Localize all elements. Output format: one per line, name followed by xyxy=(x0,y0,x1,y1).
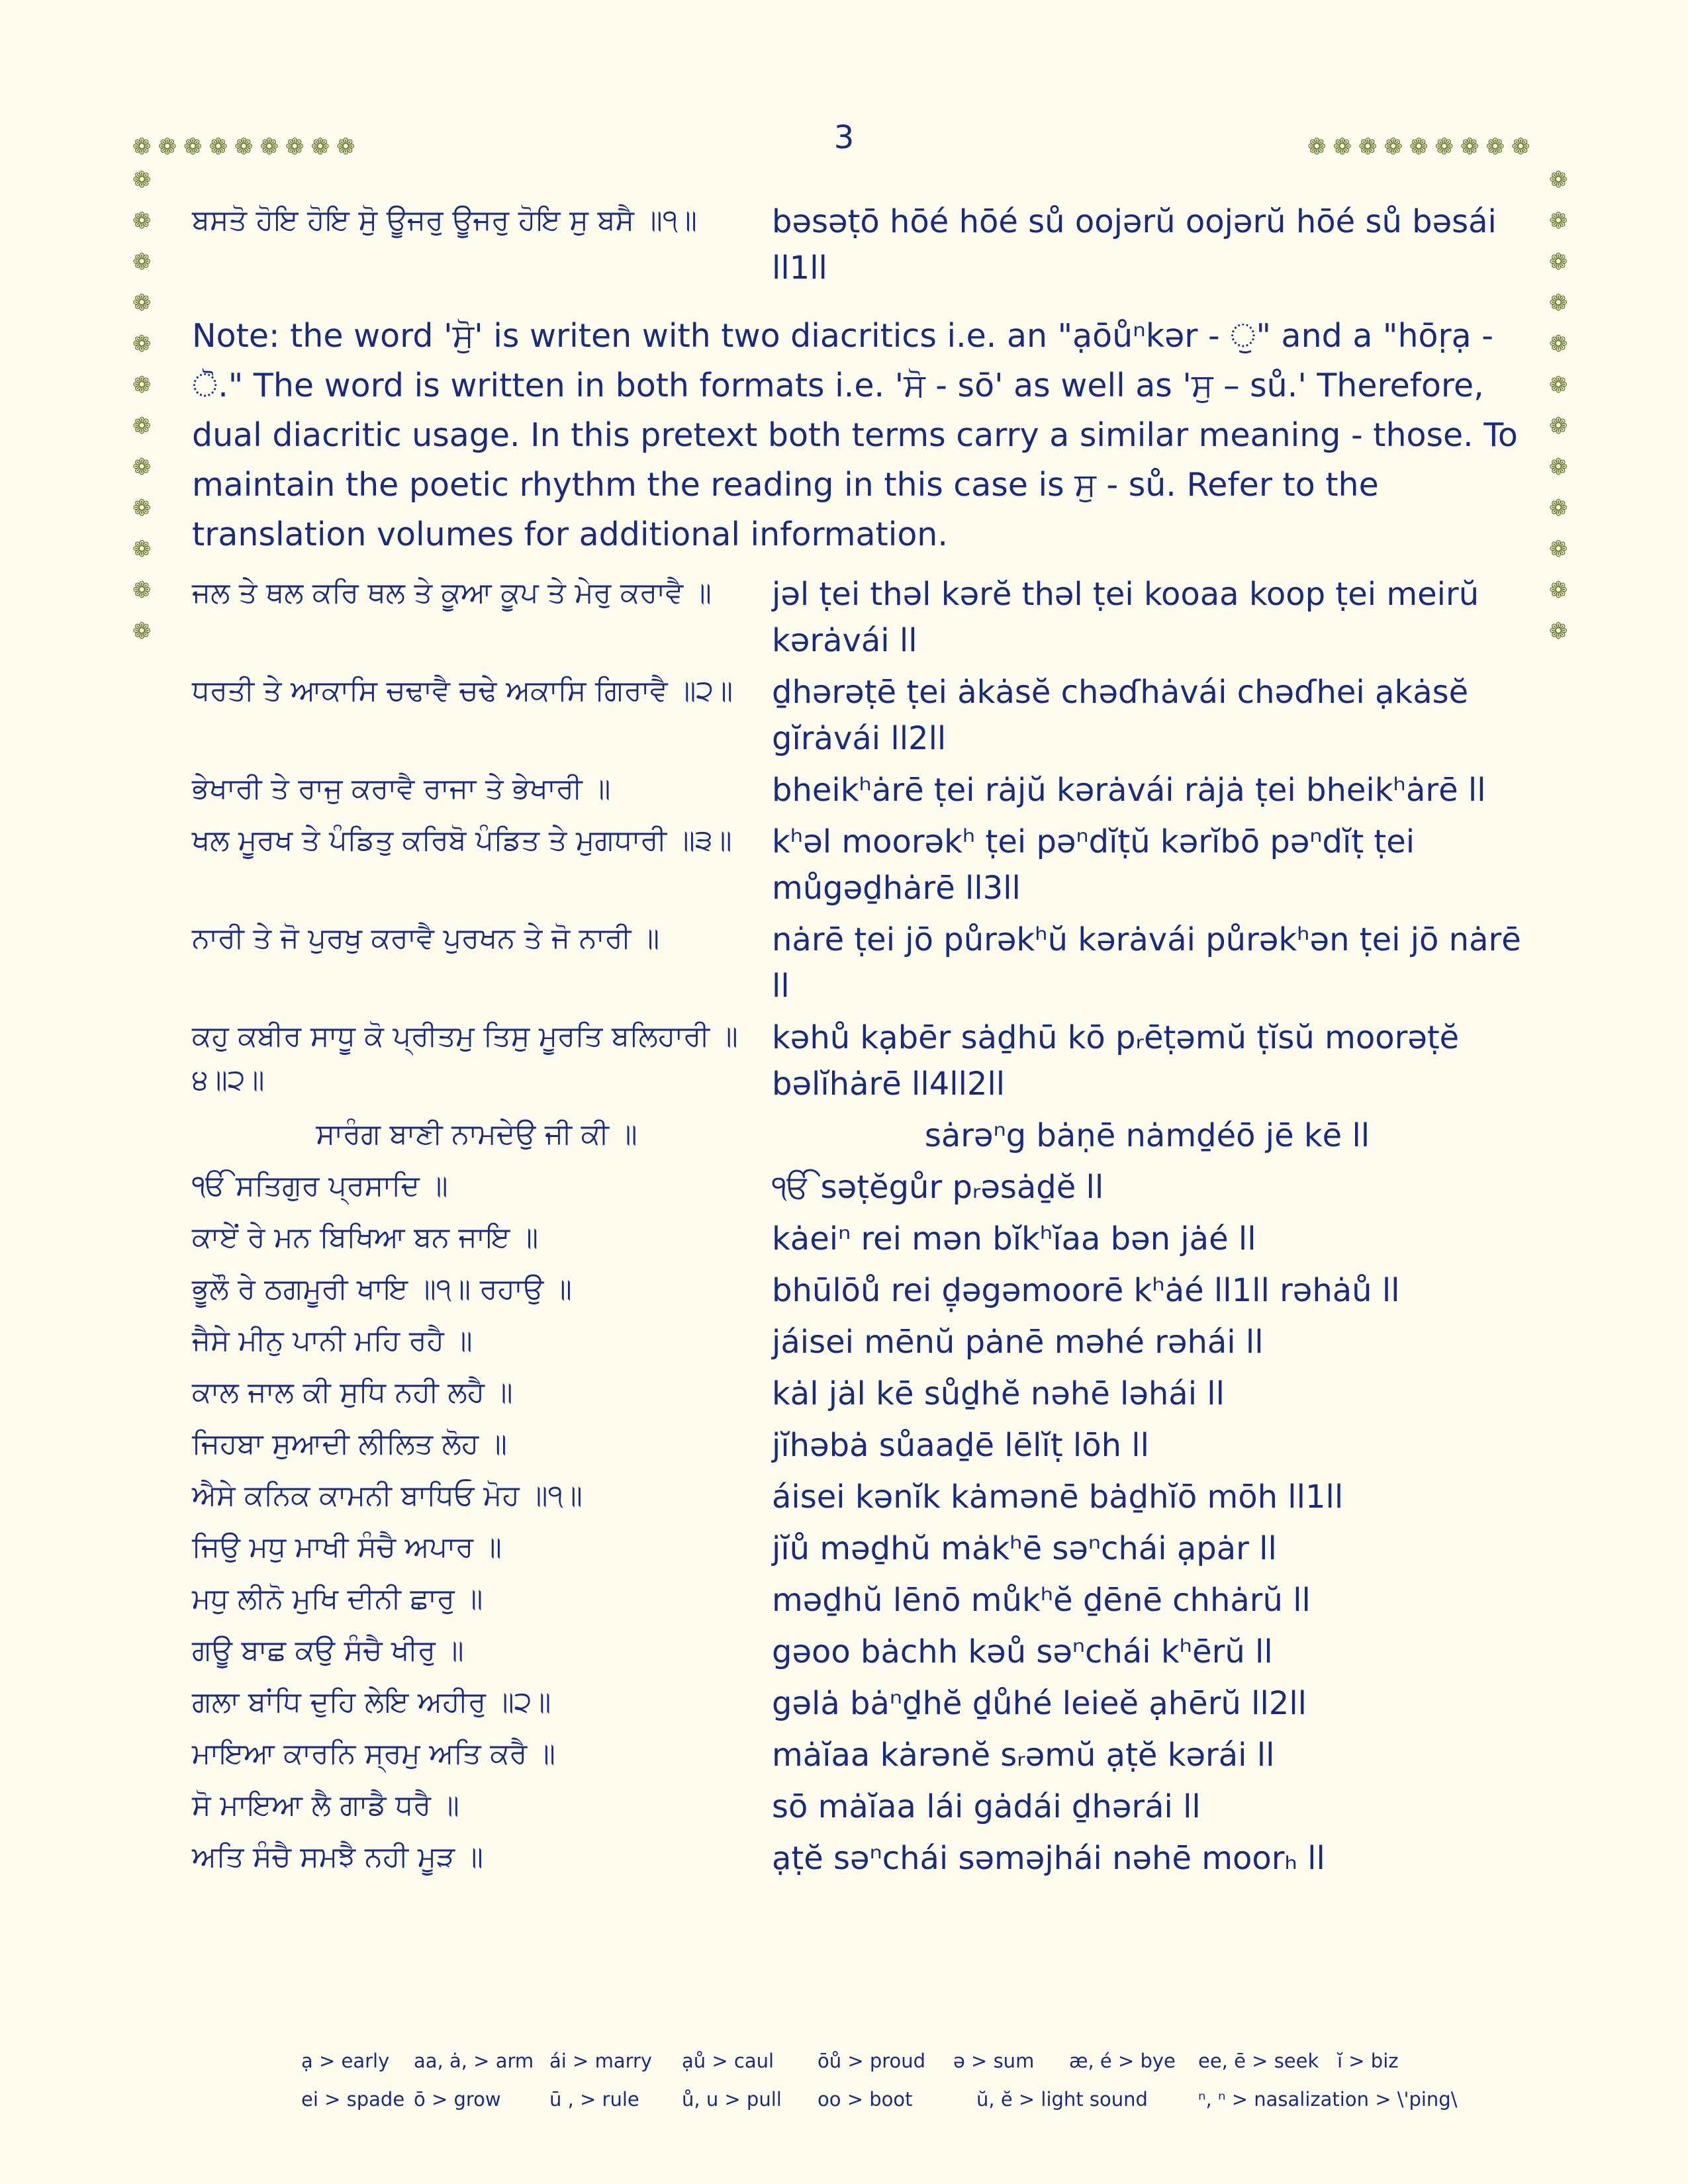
flower-ornament-icon: ❁ xyxy=(132,208,152,234)
verse-row xyxy=(192,819,1523,911)
verse-row xyxy=(192,917,1523,1009)
flower-ornament-icon: ❁ xyxy=(1549,249,1568,275)
flower-ornament-icon: ❁ xyxy=(1333,134,1352,160)
gurmukhi-heading: ਸਾਰੰਗ ਬਾਣੀ ਨਾਮਦੇਉ ਜੀ ਕੀ ॥ xyxy=(316,1118,637,1151)
transliteration-text: áisei kənĭk kȧmənē bȧḏhĭō mōh ll1ll xyxy=(772,1479,1344,1516)
flower-ornament-icon: ❁ xyxy=(1511,134,1530,160)
transliteration-text: jĭhəbȧ sůaaḏē lēlĭṭ lōh ll xyxy=(772,1427,1149,1464)
legend-item: ů, u > pull xyxy=(682,2088,782,2111)
verse-row xyxy=(192,1680,1523,1727)
transliteration-text: bheikʰȧrē ṭei rȧjŭ kərȧvái rȧjȧ ṭei bheikʰȧrē ll xyxy=(772,772,1486,809)
verse-row xyxy=(192,1629,1523,1675)
flower-ornament-icon: ❁ xyxy=(1485,134,1505,160)
gurmukhi-text: ਖਲ ਮੂਰਖ ਤੇ ਪੰਡਿਤੁ ਕਰਿਬੋ ਪੰਡਿਤ ਤੇ ਮੁਗਧਾਰੀ ॥੩॥ xyxy=(192,824,732,857)
gurmukhi-text: ੴ ਸਤਿਗੁਰ ਪ੍ਰਸਾਦਿ ॥ xyxy=(192,1169,448,1203)
transliteration-text: ḏhərəṭē ṭei ȧkȧsĕ chəɗhȧvái chəɗhei ạkȧsĕ gĭrȧvái ll2ll xyxy=(772,674,1469,757)
transliteration-text: ạṭĕ səⁿchái səməjhái nəhē moorₕ ll xyxy=(772,1840,1325,1877)
transliteration-heading: sȧrəⁿg bȧṇē nȧmḏéō jē kē ll xyxy=(924,1117,1370,1154)
gurmukhi-text: ਭੂਲੌ ਰੇ ਠਗਮੂਰੀ ਖਾਇ ॥੧॥ ਰਹਾਉ ॥ xyxy=(192,1273,572,1306)
verse-row xyxy=(192,1216,1523,1262)
transliteration-text: gəoo bȧchh kəů səⁿchái kʰērŭ ll xyxy=(772,1633,1273,1670)
legend-line xyxy=(301,2080,1559,2118)
gurmukhi-text: ਗਊ ਬਾਛ ਕਉ ਸੰਚੈ ਖੀਰੁ ॥ xyxy=(192,1634,464,1667)
flower-ornament-icon: ❁ xyxy=(132,331,152,357)
legend-item: ⁿ, ⁿ > nasalization > \'ping\ xyxy=(1198,2088,1458,2111)
verse-row xyxy=(192,1784,1523,1830)
legend-item: ei > spade xyxy=(301,2088,405,2111)
flower-ornament-icon: ❁ xyxy=(132,495,152,522)
transliteration-text: jĭů məḏhŭ mȧkʰē səⁿchái ạpȧr ll xyxy=(772,1530,1277,1567)
transliteration-text: ੴ səṭĕgůr pᵣəsȧḏĕ ll xyxy=(772,1169,1104,1206)
flower-ornament-icon: ❁ xyxy=(234,134,254,160)
verse-row xyxy=(192,1422,1523,1469)
flower-ornament-icon: ❁ xyxy=(132,618,152,645)
gurmukhi-text: ਕਾਲ ਜਾਲ ਕੀ ਸੁਧਿ ਨਹੀ ਲਹੈ ॥ xyxy=(192,1376,513,1409)
flower-ornament-icon: ❁ xyxy=(1549,331,1568,357)
verse-row xyxy=(192,571,1523,664)
gurmukhi-text: ਭੇਖਾਰੀ ਤੇ ਰਾਜੁ ਕਰਾਵੈ ਰਾਜਾ ਤੇ ਭੇਖਾਰੀ ॥ xyxy=(192,772,611,805)
flower-ornament-icon: ❁ xyxy=(1549,536,1568,563)
flower-ornament-icon: ❁ xyxy=(132,249,152,275)
note-paragraph: Note: the word 'ਸੋੁ' is writen with two diacritics i.e. an "ạōůⁿkər - ੁ" and a "hōṛạ - ੋ." The word is written in both formats i.e. 'ਸੋ - sō' as well as 'ਸੁ – sů.' Therefore, dual diacritic usage. In this pretext both terms carry a similar meaning - those. To maintain the poetic rhythm the reading in this case is ਸੁ - sů. Refer to the translation volumes for additional information. xyxy=(192,317,1518,553)
page-number: 3 xyxy=(833,119,855,156)
gurmukhi-text: ਅਤਿ ਸੰਚੈ ਸਮਝੈ ਨਹੀ ਮੂੜ ॥ xyxy=(192,1841,483,1874)
flower-ornament-icon: ❁ xyxy=(1549,167,1568,193)
flower-ornament-icon: ❁ xyxy=(310,134,330,160)
verse-row xyxy=(192,1319,1523,1365)
flower-ornament-icon: ❁ xyxy=(132,372,152,398)
gurmukhi-text: ਐਸੇ ਕਨਿਕ ਕਾਮਨੀ ਬਾਧਿਓ ਮੋਹ ॥੧॥ xyxy=(192,1479,583,1512)
legend-item: ái > marry xyxy=(549,2050,653,2072)
legend-item: aa, ȧ, > arm xyxy=(414,2050,534,2072)
flower-ornament-icon: ❁ xyxy=(132,290,152,316)
gurmukhi-text: ਜਿਹਬਾ ਸੁਆਦੀ ਲੀਲਿਤ ਲੋਹ ॥ xyxy=(192,1428,507,1461)
flower-ornament-icon: ❁ xyxy=(1549,454,1568,480)
verse-row xyxy=(192,1732,1523,1778)
flower-ornament-icon: ❁ xyxy=(1549,618,1568,645)
flower-ornament-icon: ❁ xyxy=(132,577,152,604)
verse-content xyxy=(192,199,1523,1882)
legend-item: ōů > proud xyxy=(818,2050,926,2072)
verse-row xyxy=(192,1267,1523,1314)
transliteration-text: kȧeiⁿ rei mən bĭkʰĭaa bən jȧé ll xyxy=(772,1220,1256,1257)
legend-item: ạů > caul xyxy=(682,2050,774,2072)
legend-item: ĭ > biz xyxy=(1337,2050,1399,2072)
flower-ornament-icon: ❁ xyxy=(132,413,152,439)
gurmukhi-text: ਜਿਉ ਮਧੁ ਮਾਖੀ ਸੰਚੈ ਅਪਾਰ ॥ xyxy=(192,1531,502,1564)
verse-row xyxy=(192,1577,1523,1623)
flower-ornament-icon: ❁ xyxy=(1307,134,1327,160)
verse-row xyxy=(192,1474,1523,1520)
right-ornament-column xyxy=(1549,169,1568,643)
gurmukhi-text: ਜਲ ਤੇ ਥਲ ਕਰਿ ਥਲ ਤੇ ਕੂਆ ਕੂਪ ਤੇ ਮੇਰੁ ਕਰਾਵੈ ॥ xyxy=(192,576,712,610)
transliteration-text: jáisei mēnŭ pȧnē məhé rəhái ll xyxy=(772,1324,1264,1361)
verse-row xyxy=(192,1015,1523,1107)
flower-ornament-icon: ❁ xyxy=(1460,134,1479,160)
flower-ornament-icon: ❁ xyxy=(132,167,152,193)
flower-ornament-icon: ❁ xyxy=(1549,290,1568,316)
transliteration-text: bəsəṭō hōé hōé sů oojərŭ oojərŭ hōé sů bəsái ll1ll xyxy=(772,203,1497,287)
flower-ornament-icon: ❁ xyxy=(158,134,177,160)
flower-ornament-icon: ❁ xyxy=(1549,372,1568,398)
flower-ornament-icon: ❁ xyxy=(1358,134,1378,160)
section-heading-row xyxy=(192,1113,1523,1159)
verse-row xyxy=(192,767,1523,813)
legend-item: ee, ē > seek xyxy=(1198,2050,1319,2072)
left-ornament-column xyxy=(132,169,152,643)
transliteration-text: bhūlōů rei ḏ̣əgəmoorē kʰȧé ll1ll rəhȧů ll xyxy=(772,1272,1400,1309)
flower-ornament-icon: ❁ xyxy=(1549,495,1568,522)
transliteration-text: sō mȧĭaa lái gȧdái ḏhərái ll xyxy=(772,1788,1201,1825)
gurmukhi-text: ਜੈਸੇ ਮੀਨੁ ਪਾਨੀ ਮਹਿ ਰਹੈ ॥ xyxy=(192,1324,473,1357)
legend-item: æ, é > bye xyxy=(1069,2050,1176,2072)
flower-ornament-icon: ❁ xyxy=(285,134,305,160)
flower-ornament-icon: ❁ xyxy=(1549,208,1568,234)
verse-row xyxy=(192,1164,1523,1210)
flower-ornament-icon: ❁ xyxy=(1409,134,1429,160)
gurmukhi-text: ਗਲਾ ਬਾਂਧਿ ਦੁਹਿ ਲੇਇ ਅਹੀਰੁ ॥੨॥ xyxy=(192,1686,551,1719)
transliteration-text: kȧl jȧl kē sůḏhĕ nəhē ləhái ll xyxy=(772,1375,1225,1412)
transliteration-text: məḏhŭ lēnō můkʰĕ ḏēnē chhȧrŭ ll xyxy=(772,1582,1311,1619)
legend-item: ū , > rule xyxy=(549,2088,639,2111)
gurmukhi-text: ਧਰਤੀ ਤੇ ਆਕਾਸਿ ਚਢਾਵੈ ਚਢੇ ਅਕਾਸਿ ਗਿਰਾਵੈ ॥੨॥ xyxy=(192,674,733,707)
gurmukhi-text: ਮਧੁ ਲੀਨੋ ਮੁਖਿ ਦੀਨੀ ਛਾਰੁ ॥ xyxy=(192,1582,483,1615)
top-left-ornament-row xyxy=(132,136,355,158)
legend-item: ə > sum xyxy=(953,2050,1035,2072)
transliteration-text: kəhů kạbēr sȧḏhū kō pᵣēṭəmŭ ṭĭsŭ moorəṭĕ bəlĭhȧrē ll4ll2ll xyxy=(772,1019,1460,1103)
flower-ornament-icon: ❁ xyxy=(183,134,203,160)
legend-item: oo > boot xyxy=(818,2088,913,2111)
gurmukhi-text: ਨਾਰੀ ਤੇ ਜੋ ਪੁਰਖੁ ਕਰਾਵੈ ਪੁਰਖਨ ਤੇ ਜੋ ਨਾਰੀ ॥ xyxy=(192,922,660,955)
pronunciation-legend xyxy=(301,2042,1559,2118)
flower-ornament-icon: ❁ xyxy=(1434,134,1454,160)
verse-row xyxy=(192,1835,1523,1882)
verse-row xyxy=(192,199,1523,291)
flower-ornament-icon: ❁ xyxy=(132,134,152,160)
gurmukhi-text: ਮਾਇਆ ਕਾਰਨਿ ਸ੍ਰਮੁ ਅਤਿ ਕਰੈ ॥ xyxy=(192,1737,555,1770)
gurmukhi-text: ਬਸਤੋ ਹੋਇ ਹੋਇ ਸੋੁ ਊਜਰੁ ਊਜਰੁ ਹੋਇ ਸੁ ਬਸੈ ॥੧॥ xyxy=(192,204,698,237)
flower-ornament-icon: ❁ xyxy=(1549,413,1568,439)
gurmukhi-text: ਕਾਏਂ ਰੇ ਮਨ ਬਿਖਿਆ ਬਨ ਜਾਇ ॥ xyxy=(192,1221,539,1254)
verse-row xyxy=(192,1371,1523,1417)
legend-item: ŭ, ĕ > light sound xyxy=(976,2088,1148,2111)
flower-ornament-icon: ❁ xyxy=(132,536,152,563)
transliteration-text: nȧrē ṭei jō půrəkʰŭ kərȧvái půrəkʰən ṭei jō nȧrē ll xyxy=(772,921,1521,1005)
flower-ornament-icon: ❁ xyxy=(209,134,228,160)
gurmukhi-text: ਕਹੁ ਕਬੀਰ ਸਾਧੂ ਕੋ ਪ੍ਰੀਤਮੁ ਤਿਸੁ ਮੂਰਤਿ ਬਲਿਹਾਰੀ ॥੪॥੨॥ xyxy=(192,1020,738,1097)
flower-ornament-icon: ❁ xyxy=(1383,134,1403,160)
legend-line xyxy=(301,2042,1559,2080)
gurmukhi-text: ਸੋ ਮਾਇਆ ਲੈ ਗਾਡੈ ਧਰੈ ॥ xyxy=(192,1789,459,1822)
flower-ornament-icon: ❁ xyxy=(132,454,152,480)
legend-item: ạ > early xyxy=(301,2050,390,2072)
verse-row xyxy=(192,669,1523,762)
transliteration-text: mȧĭaa kȧrənĕ sᵣəmŭ ạṭĕ kərái ll xyxy=(772,1737,1275,1774)
top-right-ornament-row xyxy=(1307,136,1530,158)
transliteration-text: kʰəl moorəkʰ ṭei pəⁿdĭṭŭ kərĭbō pəⁿdĭṭ ṭei můgəḏhȧrē ll3ll xyxy=(772,823,1415,907)
flower-ornament-icon: ❁ xyxy=(259,134,279,160)
transliteration-text: jəl ṭei thəl kərĕ thəl ṭei kooaa koop ṭei meirŭ kərȧvái ll xyxy=(772,576,1479,659)
flower-ornament-icon: ❁ xyxy=(336,134,355,160)
legend-item: ō > grow xyxy=(414,2088,501,2111)
flower-ornament-icon: ❁ xyxy=(1549,577,1568,604)
verse-row xyxy=(192,1525,1523,1572)
transliteration-text: gəlȧ bȧⁿḏhĕ ḏůhé leieĕ ạhērŭ ll2ll xyxy=(772,1685,1307,1722)
